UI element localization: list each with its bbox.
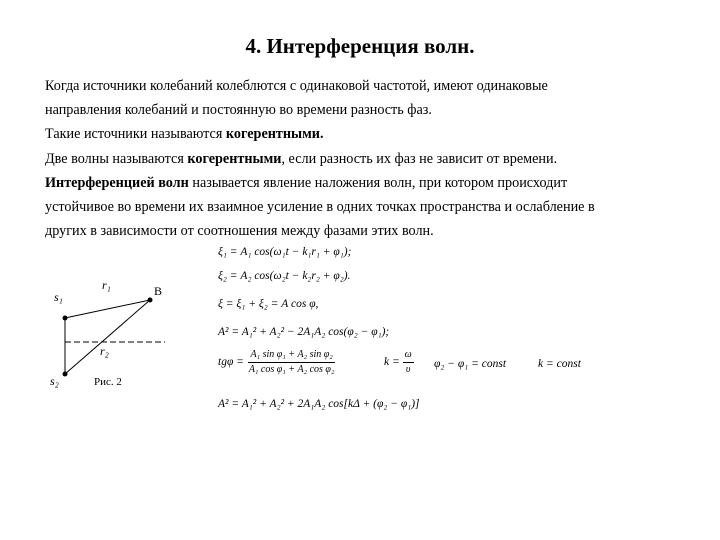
definition-paragraph: [45, 74, 685, 243]
text-line-4-tail: , если разность их фаз не зависит от времени.: [281, 150, 558, 167]
term-coherent-2: когерентными: [187, 150, 282, 167]
formula-phase-const: φ₂ − φ₁ = const: [434, 358, 507, 370]
formula-phase-fraction: [247, 348, 337, 377]
figure-caption: Рис. 2: [94, 376, 122, 388]
source-point-s2: [63, 372, 68, 377]
formula-k-const: k = const: [538, 358, 581, 370]
formula-wavenumber-lhs: k =: [384, 356, 400, 369]
formula-wavenumber: [384, 348, 414, 377]
text-line-3: [45, 122, 685, 146]
text-line-1: Когда источники колебаний колеблются с одинаковой частотой, имеют одинаковые: [45, 78, 548, 94]
slide-title: 4. Интерференция волн.: [245, 34, 475, 58]
label-s1: s₁: [54, 290, 63, 304]
term-interference: Интерференцией волн: [45, 174, 189, 191]
label-b: B: [154, 284, 163, 298]
formula-wave-1: ξ₁ = A₁ cos(ω₁t − k₁r₁ + φ₁);: [218, 246, 352, 258]
text-line-4-plain: Две волны называются: [45, 150, 188, 167]
ray-r2: [65, 300, 150, 374]
formula-phase-numerator: A₁ sin φ₁ + A₂ sin φ₂: [248, 348, 334, 363]
text-line-3-plain: Такие источники называются: [45, 126, 226, 143]
formula-wave-2: ξ₂ = A₂ cos(ω₂t − k₂r₂ + φ₂).: [218, 270, 351, 282]
text-line-5: [45, 171, 685, 195]
label-r2: r₂: [100, 344, 109, 358]
ray-r1: [65, 300, 150, 318]
formula-sum: ξ = ξ₁ + ξ₂ = A cos φ,: [218, 298, 319, 310]
formula-amplitude: A² = A₁² + A₂² − 2A₁A₂ cos(φ₂ − φ₁);: [218, 326, 390, 338]
text-line-5-tail: называется явление наложения волн, при котором происходит: [188, 174, 568, 191]
text-line-6: устойчивое во времени их взаимное усиление в одних точках пространства и ослабление в: [45, 199, 595, 216]
text-line-7: других в зависимости от соотношения между фазами этих волн.: [45, 223, 434, 240]
formula-block: [218, 246, 698, 416]
formula-interference-amplitude: A² = A₁² + A₂² + 2A₁A₂ cos[kΔ + (φ₂ − φ₁)]: [218, 398, 420, 410]
formula-wavenumber-numerator: ω: [403, 348, 414, 363]
text-line-2: направления колебаний и постоянную во времени разность фаз.: [45, 102, 432, 119]
text-line-4: [45, 147, 685, 171]
label-s2: s₂: [50, 374, 59, 388]
term-coherent: когерентными.: [225, 126, 324, 143]
source-point-s1: [63, 316, 68, 321]
formula-wavenumber-fraction: [403, 348, 414, 377]
formula-wavenumber-denominator: υ: [405, 364, 411, 375]
formula-phase: [218, 348, 336, 377]
formula-phase-lhs: tgφ =: [218, 356, 244, 369]
interference-figure: [40, 270, 180, 400]
formula-phase-denominator: A₁ cos φ₁ + A₂ cos φ₂: [248, 364, 335, 375]
label-r1: r₁: [102, 278, 111, 292]
point-b: [148, 298, 153, 303]
